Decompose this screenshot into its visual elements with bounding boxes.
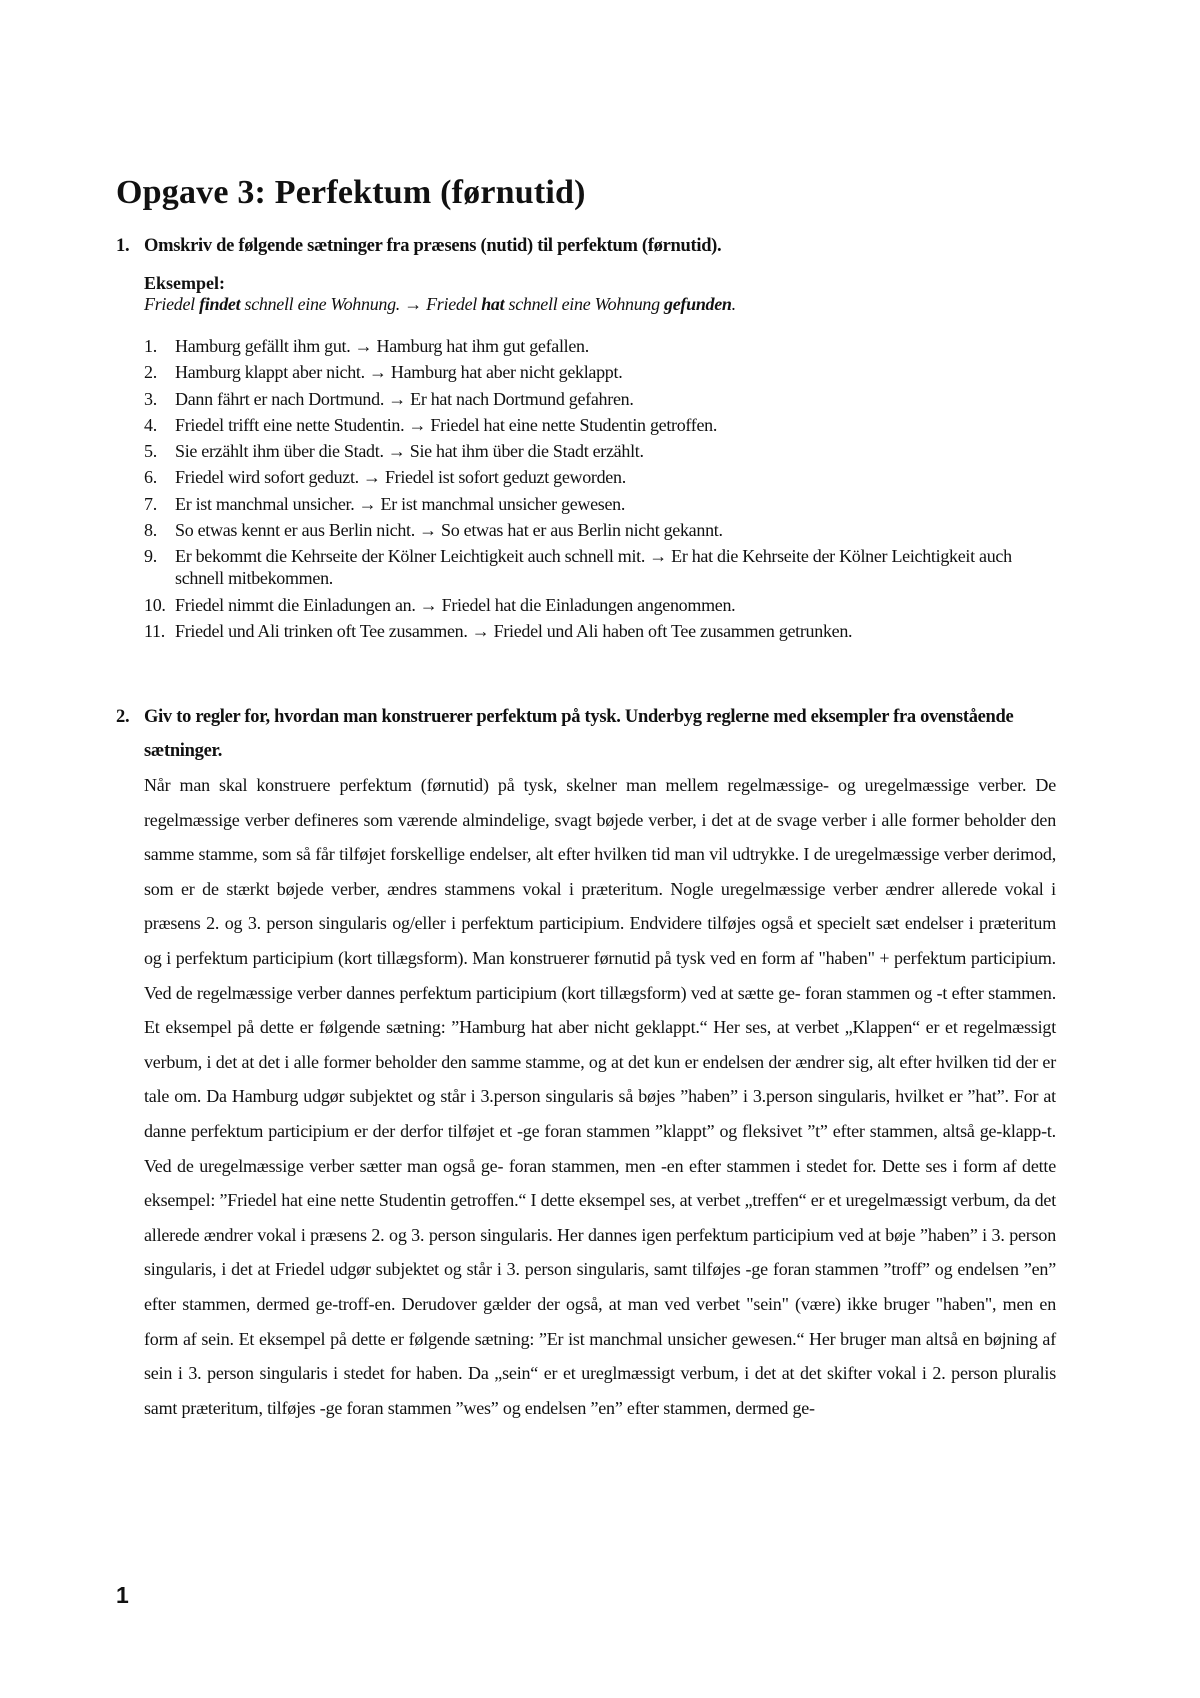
item-text: Friedel wird sofort geduzt. → Friedel ist sofort geduzt geworden.: [175, 467, 626, 488]
example-sentence: [144, 294, 1056, 315]
item-text: Friedel trifft eine nette Studentin. → Friedel hat eine nette Studentin getroffen.: [175, 414, 718, 435]
list-item: [144, 592, 1056, 618]
example-block: [144, 273, 1056, 315]
list-item: [144, 412, 1056, 438]
task-2-heading: [116, 700, 1056, 768]
item-text: Dann fährt er nach Dortmund. → Er hat nach Dortmund gefahren.: [175, 388, 634, 409]
item-text: Friedel nimmt die Einladungen an. → Friedel hat die Einladungen angenommen.: [175, 594, 736, 615]
item-number: 5.: [144, 441, 157, 462]
example-label: Eksempel:: [144, 273, 225, 293]
answer-paragraph: Når man skal konstruere perfektum (førnutid) på tysk, skelner man mellem regelmæssige- og uregelmæssige verber. De regelmæssige verber defineres som værende almindelige, svagt bøjede verber, i det at de svage verber i alle former beholder den samme stamme, som så får tilføjet forskellige endelser, alt efter hvilken tid man vil udtrykke. I de uregelmæssige verber derimod, som er de stærkt bøjede verber, ændres stammens vokal i præteritum. Nogle uregelmæssige verber ændrer allerede vokal i præsens 2. og 3. person singularis og/eller i perfektum participium. Endvidere tilføjes også et specielt sæt endelser i præteritum og i perfektum participium (kort tillægsform). Man konstruerer førnutid på tysk ved en form af "haben" + perfektum participium. Ved de regelmæssige verber dannes perfektum participium (kort tillægsform) ved at sætte ge- foran stammen og -t efter stammen. Et eksempel på dette er følgende sætning: ”Hamburg hat aber nicht geklappt.“ Her ses, at verbet „Klappen“ er et regelmæssigt verbum, i det at det i alle former beholder den samme stamme, og at det kun er endelsen der ændrer sig, alt efter hvilken tid der er tale om. Da Hamburg udgør subjektet og står i 3.person singularis så bøjes ”haben” i 3.person singularis, hvilket er ”hat”. For at danne perfektum participium er der derfor tilføjet et -ge foran stammen ”klappt” og fleksivet ”t” efter stammen, altså ge-klapp-t. Ved de uregelmæssige verber sætter man også ge- foran stammen, men -en efter stammen i stedet for. Dette ses i form af dette eksempel: ”Friedel hat eine nette Studentin getroffen.“ I dette eksempel ses, at verbet „treffen“ er et uregelmæssigt verbum, da det allerede ændrer vokal i præsens 2. og 3. person singularis. Her dannes igen perfektum participium ved at bøje ”haben” i 3. person singularis, i det at Friedel udgør subjektet og står i 3. person singularis, samt tilføjes -ge foran stammen ”troff” og endelsen ”en” efter stammen, dermed ge-troff-en. Derudover gælder der også, at man ved verbet "sein" (være) ikke bruger "haben", men en form af sein. Et eksempel på dette er følgende sætning: ”Er ist manchmal unsicher gewesen.“ Her bruger man altså en bøjning af sein i 3. person singularis i stedet for haben. Da „sein“ er et ureglmæssigt verbum, i det at det skifter vokal i 2. person pluralis samt præteritum, tilføjes -ge foran stammen ”wes” og endelsen ”en” efter stammen, dermed ge-: [144, 775, 1056, 1418]
sentence-list: [144, 333, 1056, 644]
list-item: [144, 491, 1056, 517]
example-part-1: Friedel: [144, 294, 200, 314]
item-text: Friedel und Ali trinken oft Tee zusammen. → Friedel und Ali haben oft Tee zusammen getrunken.: [175, 620, 853, 641]
list-item: [144, 464, 1056, 490]
task-2: [116, 700, 1056, 1425]
item-text: Er ist manchmal unsicher. → Er ist manchmal unsicher gewesen.: [175, 493, 626, 514]
page-number: 1: [116, 1582, 129, 1608]
item-text: Hamburg gefällt ihm gut. → Hamburg hat ihm gut gefallen.: [175, 336, 589, 356]
task-1-heading: [116, 229, 1056, 263]
example-bold-1: findet: [199, 294, 241, 314]
example-part-3: schnell eine Wohnung: [504, 294, 665, 314]
item-number: 9.: [144, 546, 157, 567]
example-part-4: .: [731, 294, 736, 314]
item-text: Hamburg klappt aber nicht. → Hamburg hat aber nicht geklappt.: [175, 362, 623, 383]
task-1-heading-text: Omskriv de følgende sætninger fra præsens (nutid) til perfektum (førnutid).: [144, 236, 722, 256]
list-item: [144, 618, 1056, 644]
item-number: 3.: [144, 388, 157, 409]
list-item: [144, 438, 1056, 464]
example-bold-3: gefunden: [664, 294, 732, 314]
item-number: 10.: [144, 594, 166, 615]
item-number: 6.: [144, 467, 157, 488]
task-2-heading-text: Giv to regler for, hvordan man konstruerer perfektum på tysk. Underbyg reglerne med eksempler fra ovenstående sætninger.: [144, 707, 1014, 761]
example-part-2: schnell eine Wohnung. → Friedel: [240, 294, 482, 314]
list-item: [144, 359, 1056, 385]
item-number: 2.: [144, 362, 157, 383]
item-text: Sie erzählt ihm über die Stadt. → Sie hat ihm über die Stadt erzählt.: [175, 441, 644, 462]
task-1: [116, 229, 1056, 644]
example-bold-2: hat: [481, 294, 505, 314]
item-text: So etwas kennt er aus Berlin nicht. → So etwas hat er aus Berlin nicht gekannt.: [175, 520, 723, 541]
list-item: [144, 517, 1056, 543]
list-item: [144, 386, 1056, 412]
item-number: 4.: [144, 414, 157, 435]
item-number: 7.: [144, 493, 157, 514]
item-number: 8.: [144, 520, 157, 541]
list-item: [144, 333, 1056, 359]
page-title: Opgave 3: Perfektum (førnutid): [116, 174, 586, 211]
item-number: 1.: [144, 336, 157, 356]
list-item: [144, 543, 1056, 591]
task-2-number: 2.: [116, 707, 130, 727]
task-1-number: 1.: [116, 236, 130, 256]
item-number: 11.: [144, 620, 165, 641]
item-text: Er bekommt die Kehrseite der Kölner Leichtigkeit auch schnell mit. → Er hat die Kehrseite der Kölner Leichtigkeit auch schnell mitbekommen.: [175, 546, 1012, 589]
